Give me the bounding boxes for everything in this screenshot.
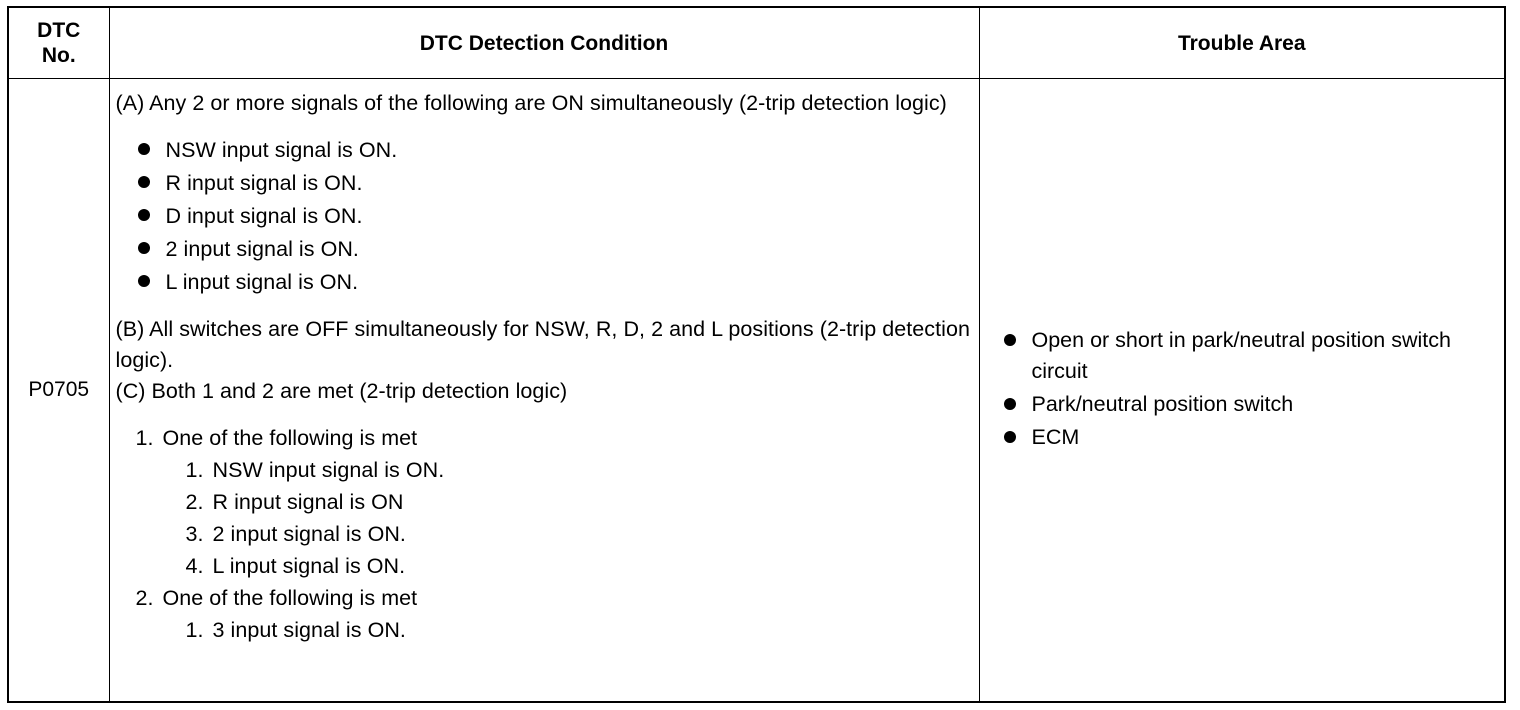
list-item: ECM [1002,422,1495,453]
list-item: Park/neutral position switch [1002,389,1495,420]
list-item: 3. 2 input signal is ON. [185,522,406,546]
condition-c2-sublist [174,614,971,646]
list-item: 2. R input signal is ON [185,490,404,514]
dtc-table [7,6,1506,703]
condition-c1-sublist [174,454,971,582]
list-item: 4. L input signal is ON. [185,554,406,578]
header-trouble-area: Trouble Area [979,7,1505,79]
table-row [8,79,1505,703]
dtc-code: P0705 [8,79,109,703]
condition-b-text: (B) All switches are OFF simultaneously for NSW, R, D, 2 and L positions (2-trip detection logic). [115,317,970,372]
list-item: NSW input signal is ON. [136,134,971,167]
condition-a-list [136,134,971,299]
condition-c-text: (C) Both 1 and 2 are met (2-trip detection logic) [115,379,568,403]
list-item: Open or short in park/neutral position switch circuit [1002,325,1495,387]
list-item: 1. 3 input signal is ON. [185,618,406,642]
list-item: 2. One of the following is met 1. 3 input signal is ON. [124,582,971,646]
header-row [8,7,1505,79]
condition-c-list [124,422,971,646]
list-item: 1. NSW input signal is ON. [185,458,445,482]
header-dtc-no: DTC No. [8,7,109,79]
list-item: L input signal is ON. [136,266,971,299]
list-item: R input signal is ON. [136,167,971,200]
list-item: 1. One of the following is met 1. NSW input signal is ON. 2. R input signal is ON 3. 2 input signal is ON. 4. L input signal is ON. [124,422,971,582]
trouble-area [979,79,1505,703]
trouble-area-list [1002,325,1495,453]
list-item: D input signal is ON. [136,200,971,233]
list-item: 2 input signal is ON. [136,233,971,266]
detection-condition [109,79,979,703]
condition-a-text: (A) Any 2 or more signals of the following are ON simultaneously (2-trip detection logic) [115,91,947,115]
header-condition: DTC Detection Condition [109,7,979,79]
